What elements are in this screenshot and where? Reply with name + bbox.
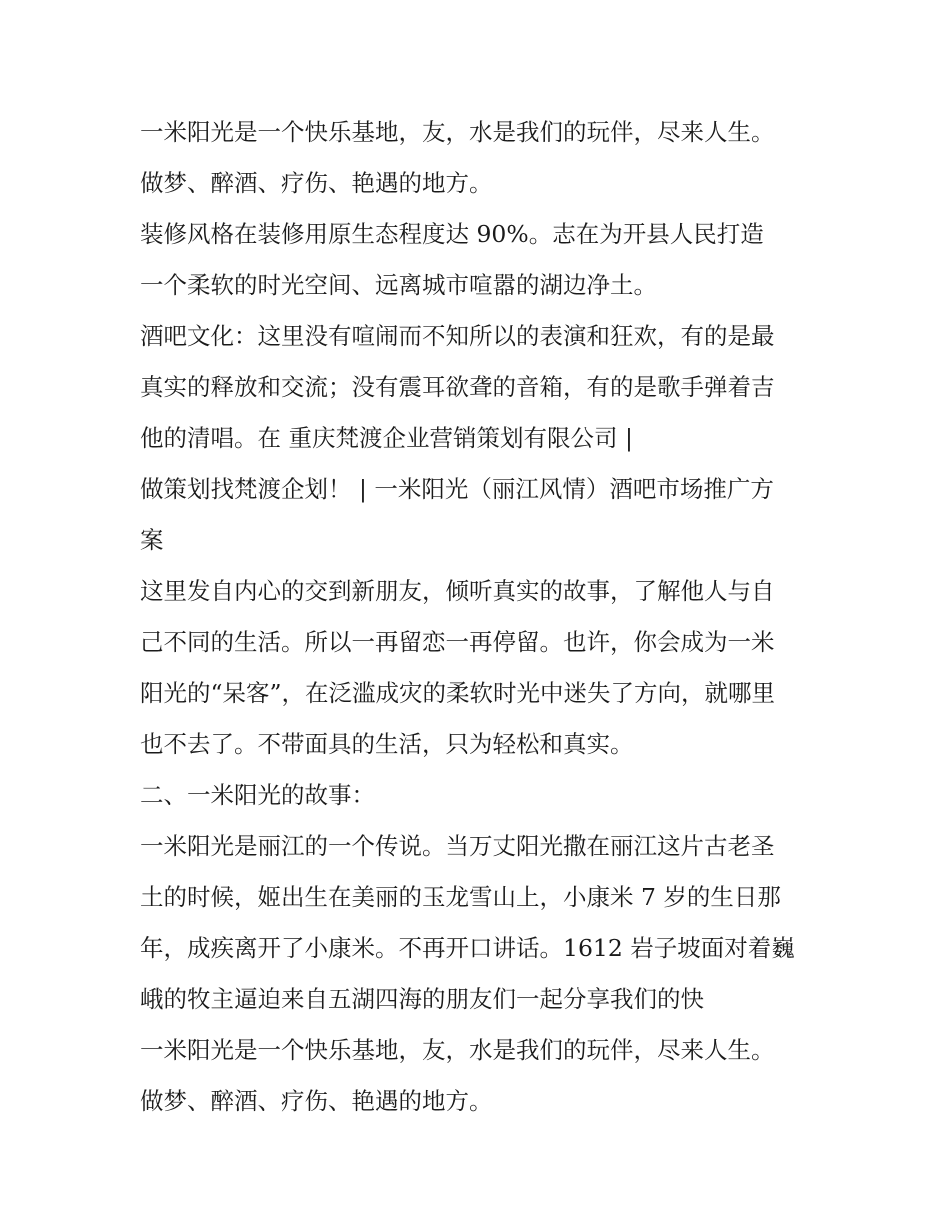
text-line: 这里发自内心的交到新朋友，倾听真实的故事，了解他人与自 [140, 577, 775, 605]
text-line: 做梦、醉酒、疗伤、艳遇的地方。 [140, 169, 493, 197]
text-line: 真实的释放和交流；没有震耳欲聋的音箱，有的是歌手弹着吉 [140, 373, 775, 401]
text-line: 一个柔软的时光空间、远离城市喧嚣的湖边净土。 [140, 271, 657, 299]
text-line: 做梦、醉酒、疗伤、艳遇的地方。 [140, 1087, 493, 1115]
text-line: 案 [140, 526, 164, 554]
text-line: 也不去了。不带面具的生活，只为轻松和真实。 [140, 730, 634, 758]
text-line: 阳光的“呆客”，在泛滥成灾的柔软时光中迷失了方向，就哪里 [140, 679, 776, 707]
text-line: 土的时候，姬出生在美丽的玉龙雪山上，小康米 7 岁的生日那 [140, 883, 781, 911]
text-line: 一米阳光是一个快乐基地，友，水是我们的玩伴，尽来人生。 [140, 1036, 775, 1064]
text-line: 装修风格在装修用原生态程度达 90%。志在为开县人民打造 [140, 220, 764, 248]
section-heading: 二、一米阳光的故事： [140, 781, 375, 809]
text-line: 峨的牧主逼迫来自五湖四海的朋友们一起分享我们的快 [140, 985, 704, 1013]
text-line: 做策划找梵渡企划！ | 一米阳光（丽江风情）酒吧市场推广方 [140, 475, 774, 503]
document-body [140, 107, 820, 1127]
text-line: 他的清唱。在 重庆梵渡企业营销策划有限公司 | [140, 424, 633, 452]
text-line: 一米阳光是一个快乐基地，友，水是我们的玩伴，尽来人生。 [140, 118, 775, 146]
text-line: 年，成疾离开了小康米。不再开口讲话。1612 岩子坡面对着巍 [140, 934, 795, 962]
text-line: 酒吧文化：这里没有喧闹而不知所以的表演和狂欢，有的是最 [140, 322, 775, 350]
text-line: 己不同的生活。所以一再留恋一再停留。也许，你会成为一米 [140, 628, 775, 656]
text-line: 一米阳光是丽江的一个传说。当万丈阳光撒在丽江这片古老圣 [140, 832, 775, 860]
